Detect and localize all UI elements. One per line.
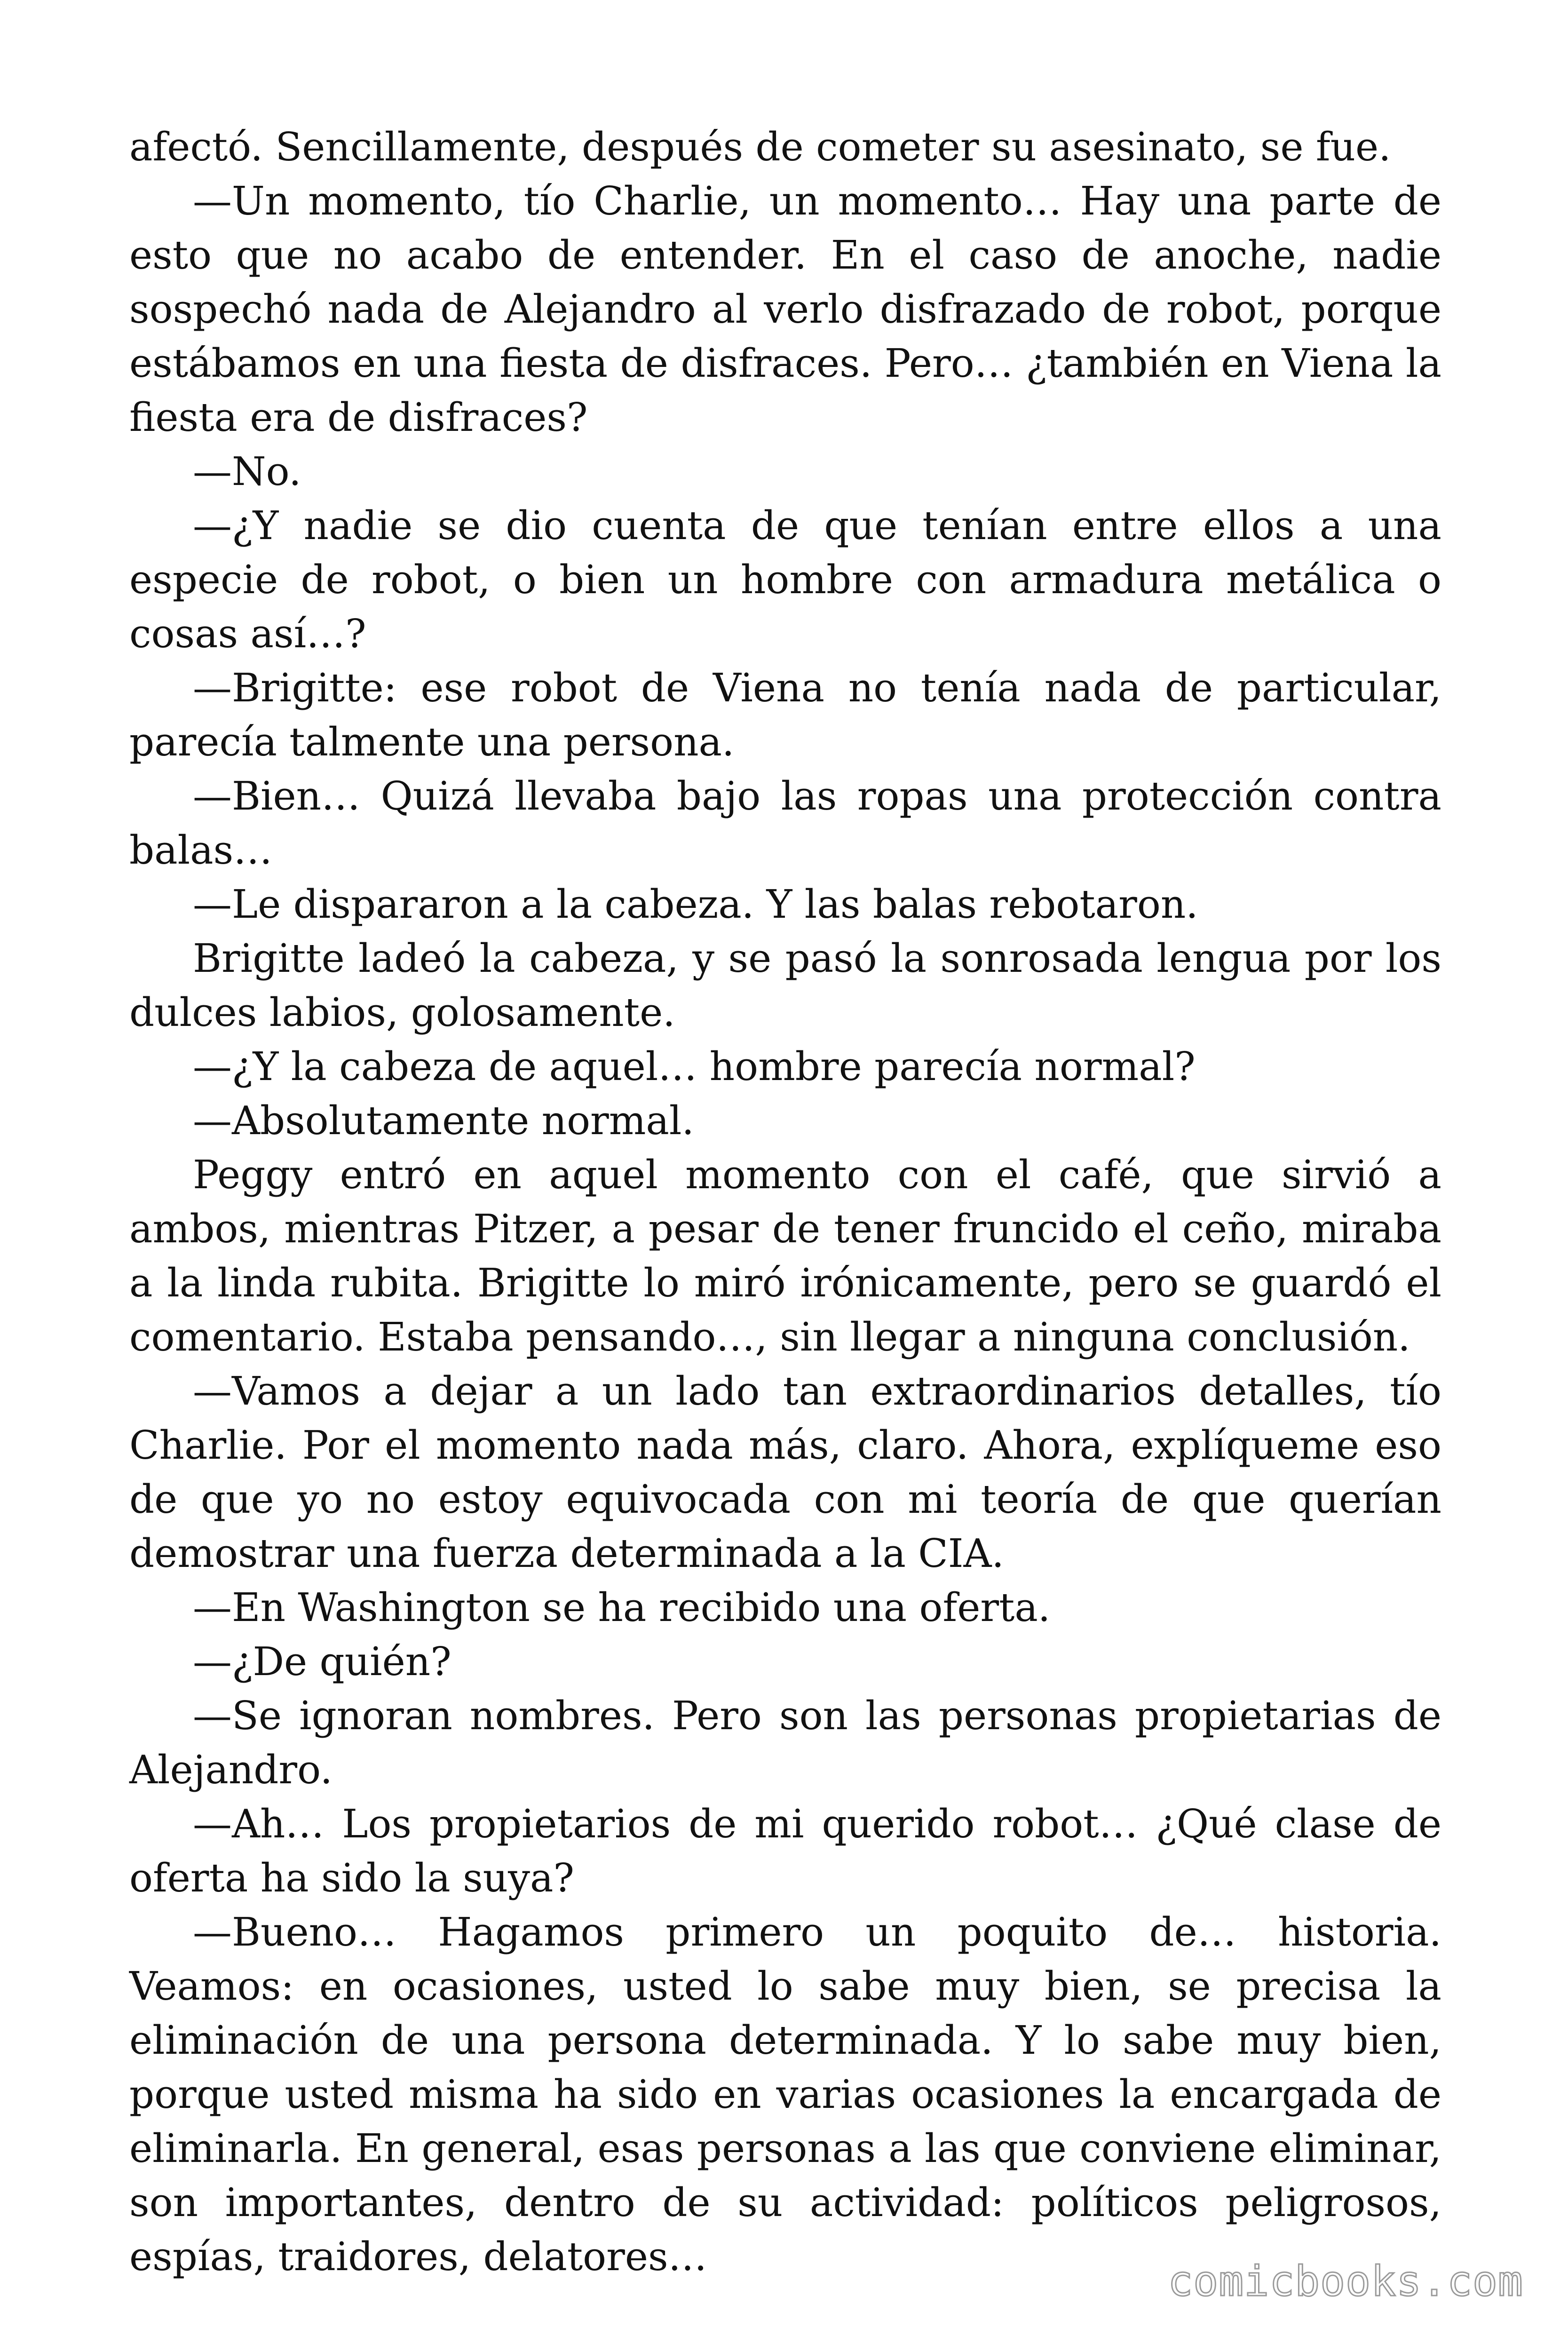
paragraph: —En Washington se ha recibido una oferta. <box>193 1585 1051 1630</box>
paragraph: —Le dispararon a la cabeza. Y las balas rebotaron. <box>193 882 1198 927</box>
paragraph: —Bien… Quizá llevaba bajo las ropas una protección contra balas… <box>129 773 1441 873</box>
paragraph: —Se ignoran nombres. Pero son las personas propietarias de Alejandro. <box>129 1693 1441 1793</box>
watermark: comicbooks.com <box>1168 2257 1523 2305</box>
paragraph: afectó. Sencillamente, después de cometer su asesinato, se fue. <box>129 124 1391 170</box>
paragraph: —Ah… Los propietarios de mi querido robot… ¿Qué clase de oferta ha sido la suya? <box>129 1801 1441 1901</box>
paragraph: —No. <box>193 449 301 494</box>
paragraph: —Absolutamente normal. <box>193 1098 694 1144</box>
page-text <box>129 120 1441 2284</box>
paragraph: —Un momento, tío Charlie, un momento… Hay una parte de esto que no acabo de entender. En el caso de anoche, nadie sospechó nada de Alejandro al verlo disfrazado de robot, porque estábamos en una fiesta de disfraces. Pero… ¿también en Viena la fiesta era de disfraces? <box>129 178 1441 440</box>
paragraph: —Brigitte: ese robot de Viena no tenía nada de particular, parecía talmente una persona. <box>129 665 1441 765</box>
paragraph: —Vamos a dejar a un lado tan extraordinarios detalles, tío Charlie. Por el momento nada más, claro. Ahora, explíqueme eso de que yo no estoy equivocada con mi teoría de que querían demostrar una fuerza determinada a la CIA. <box>129 1368 1441 1576</box>
paragraph: —Bueno… Hagamos primero un poquito de… historia. Veamos: en ocasiones, usted lo sabe muy bien, se precisa la eliminación de una persona determinada. Y lo sabe muy bien, porque usted misma ha sido en varias ocasiones la encargada de eliminarla. En general, esas personas a las que conviene eliminar, son importantes, dentro de su actividad: políticos peligrosos, espías, traidores, delatores… <box>129 1909 1441 2280</box>
paragraph: —¿Y nadie se dio cuenta de que tenían entre ellos a una especie de robot, o bien un hombre con armadura metálica o cosas así…? <box>129 503 1441 657</box>
paragraph: —¿De quién? <box>193 1639 451 1685</box>
paragraph: —¿Y la cabeza de aquel… hombre parecía normal? <box>193 1044 1196 1089</box>
paragraph: Brigitte ladeó la cabeza, y se pasó la sonrosada lengua por los dulces labios, golosamente. <box>129 936 1441 1035</box>
paragraph: Peggy entró en aquel momento con el café, que sirvió a ambos, mientras Pitzer, a pesar de tener fruncido el ceño, miraba a la linda rubita. Brigitte lo miró irónicamente, pero se guardó el comentario. Estaba pensando…, sin llegar a ninguna conclusión. <box>129 1152 1441 1360</box>
